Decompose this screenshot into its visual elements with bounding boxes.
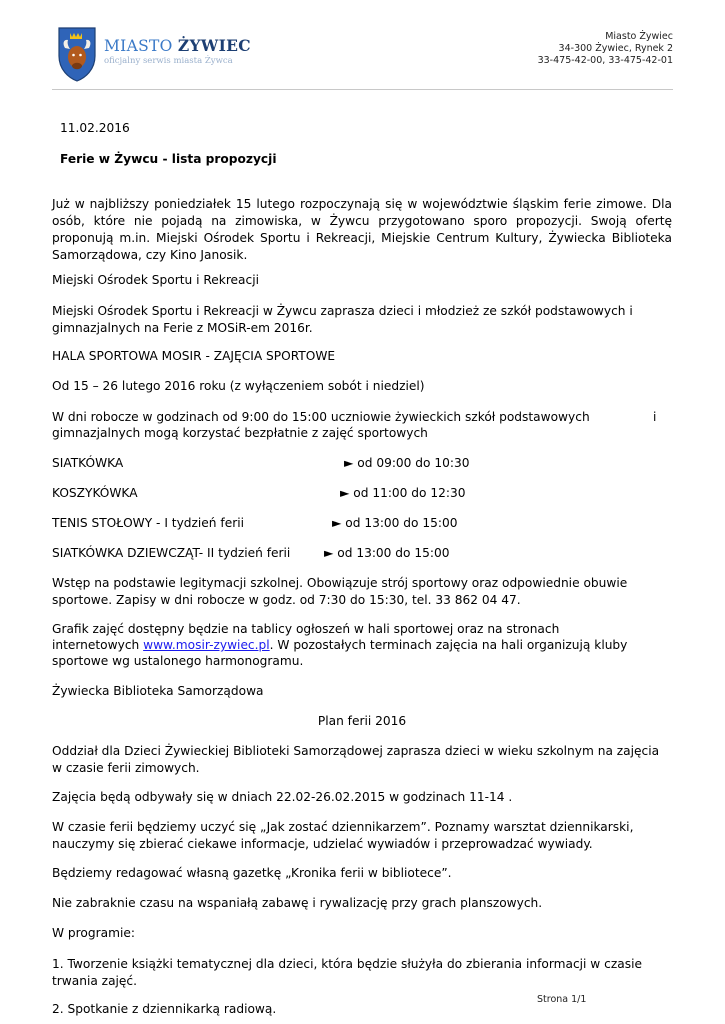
page-number: Strona 1/1 <box>537 994 587 1005</box>
schedule-activity: SIATKÓWKA <box>52 456 124 470</box>
journalist-paragraph: W czasie ferii będziemy uczyć się „Jak zostać dziennikarzem”. Poznamy warsztat dziennikarski, nauczymy się zbierać ciekawe informacje, udzielać wywiadów i przeprowadzać wywiady. <box>52 820 634 851</box>
article-title: Ferie w Żywcu - lista propozycji <box>60 152 277 166</box>
grafik-line-3: sportowe wg ustalonego harmonogramu. <box>52 654 304 668</box>
grafik-line-1: Grafik zajęć dostępny będzie na tablicy ogłoszeń w hali sportowej oraz na stronach <box>52 622 560 636</box>
site-logo-text[interactable] <box>104 36 251 55</box>
weekday-line-1 <box>52 409 672 426</box>
library-heading: Żywiecka Biblioteka Samorządowa <box>52 684 264 698</box>
schedule-time: ► od 09:00 do 10:30 <box>344 456 470 470</box>
schedule-time: ► od 13:00 do 15:00 <box>324 546 450 560</box>
header-divider <box>52 89 673 90</box>
schedule-activity: KOSZYKÓWKA <box>52 486 138 500</box>
weekday-line-1-text: W dni robocze w godzinach od 9:00 do 15:00 uczniowie żywieckich szkół podstawowych <box>52 410 590 424</box>
intro-paragraph: Już w najbliższy poniedziałek 15 lutego rozpoczynają się w województwie śląskim ferie zimowe. Dla osób, które nie pojadą na zimowiska, w Żywcu przygotowano sporo propozycji. Swoją ofertę proponują m.in. Miejski Ośrodek Sportu i Rekreacji, Miejskie Centrum Kultury, Żywiecka Biblioteka Samorządowa, czy Kino Janosik. <box>52 197 672 262</box>
schedule-row <box>52 455 672 472</box>
weekday-line-2: gimnazjalnych mogą korzystać bezpłatnie z zajęć sportowych <box>52 426 428 440</box>
weekday-line-1-end: i <box>653 410 657 424</box>
program-item-2: 2. Spotkanie z dziennikarką radiową. <box>52 1002 277 1016</box>
mosir-intro: Miejski Ośrodek Sportu i Rekreacji w Żywcu zaprasza dzieci i młodzież ze szkół podstawowych i gimnazjalnych na Ferie z MOSiR-em 2016r. <box>52 304 633 335</box>
article-date: 11.02.2016 <box>60 121 130 135</box>
plan-title: Plan ferii 2016 <box>317 714 407 728</box>
schedule-time: ► od 13:00 do 15:00 <box>332 516 458 530</box>
logo-tagline: oficjalny serwis miasta Żywca <box>104 56 233 66</box>
grafik-line-2 <box>52 637 672 654</box>
schedule-activity: SIATKÓWKA DZIEWCZĄT- II tydzień ferii <box>52 546 291 560</box>
entry-paragraph: Wstęp na podstawie legitymacji szkolnej. Obowiązuje strój sportowy oraz odpowiednie obuwie sportowe. Zapisy w dni robocze w godz. od 7:30 do 15:30, tel. 33 862 04 47. <box>52 576 628 607</box>
mosir-heading: Miejski Ośrodek Sportu i Rekreacji <box>52 273 259 287</box>
address-line-1: Miasto Żywiec <box>605 31 673 42</box>
program-item-1: 1. Tworzenie książki tematycznej dla dzieci, która będzie służyła do zbierania informacji w czasie trwania zajęć. <box>52 957 642 988</box>
schedule-row <box>52 485 672 502</box>
program-heading: W programie: <box>52 926 135 940</box>
dates-line: Od 15 – 26 lutego 2016 roku (z wyłączeniem sobót i niedziel) <box>52 379 425 393</box>
city-crest-icon <box>57 26 97 82</box>
gazette-paragraph: Będziemy redagować własną gazetkę „Kronika ferii w bibliotece”. <box>52 866 452 880</box>
page-header <box>0 0 725 92</box>
address-block <box>538 31 673 67</box>
address-line-3: 33-475-42-00, 33-475-42-01 <box>537 55 673 66</box>
schedule-row <box>52 515 672 532</box>
schedule-activity: TENIS STOŁOWY - I tydzień ferii <box>52 516 244 530</box>
library-dates: Zajęcia będą odbywały się w dniach 22.02-26.02.2015 w godzinach 11-14 . <box>52 790 513 804</box>
hall-heading: HALA SPORTOWA MOSIR - ZAJĘCIA SPORTOWE <box>52 349 336 363</box>
library-intro: Oddział dla Dzieci Żywieckiej Biblioteki Samorządowej zaprasza dzieci w wieku szkolnym na zajęcia w czasie ferii zimowych. <box>52 744 660 775</box>
address-line-2: 34-300 Żywiec, Rynek 2 <box>558 43 673 54</box>
logo-name-bold: ŻYWIEC <box>177 36 251 55</box>
mosir-website-link[interactable]: www.mosir-zywiec.pl <box>143 638 270 652</box>
schedule-row <box>52 545 672 562</box>
games-paragraph: Nie zabraknie czasu na wspaniałą zabawę i rywalizację przy grach planszowych. <box>52 896 543 910</box>
grafik-line-2-post: . W pozostałych terminach zajęcia na hali organizują kluby <box>269 638 628 652</box>
schedule-time: ► od 11:00 do 12:30 <box>340 486 466 500</box>
logo-name-light: MIASTO <box>104 37 178 55</box>
grafik-line-2-pre: internetowych <box>52 638 144 652</box>
